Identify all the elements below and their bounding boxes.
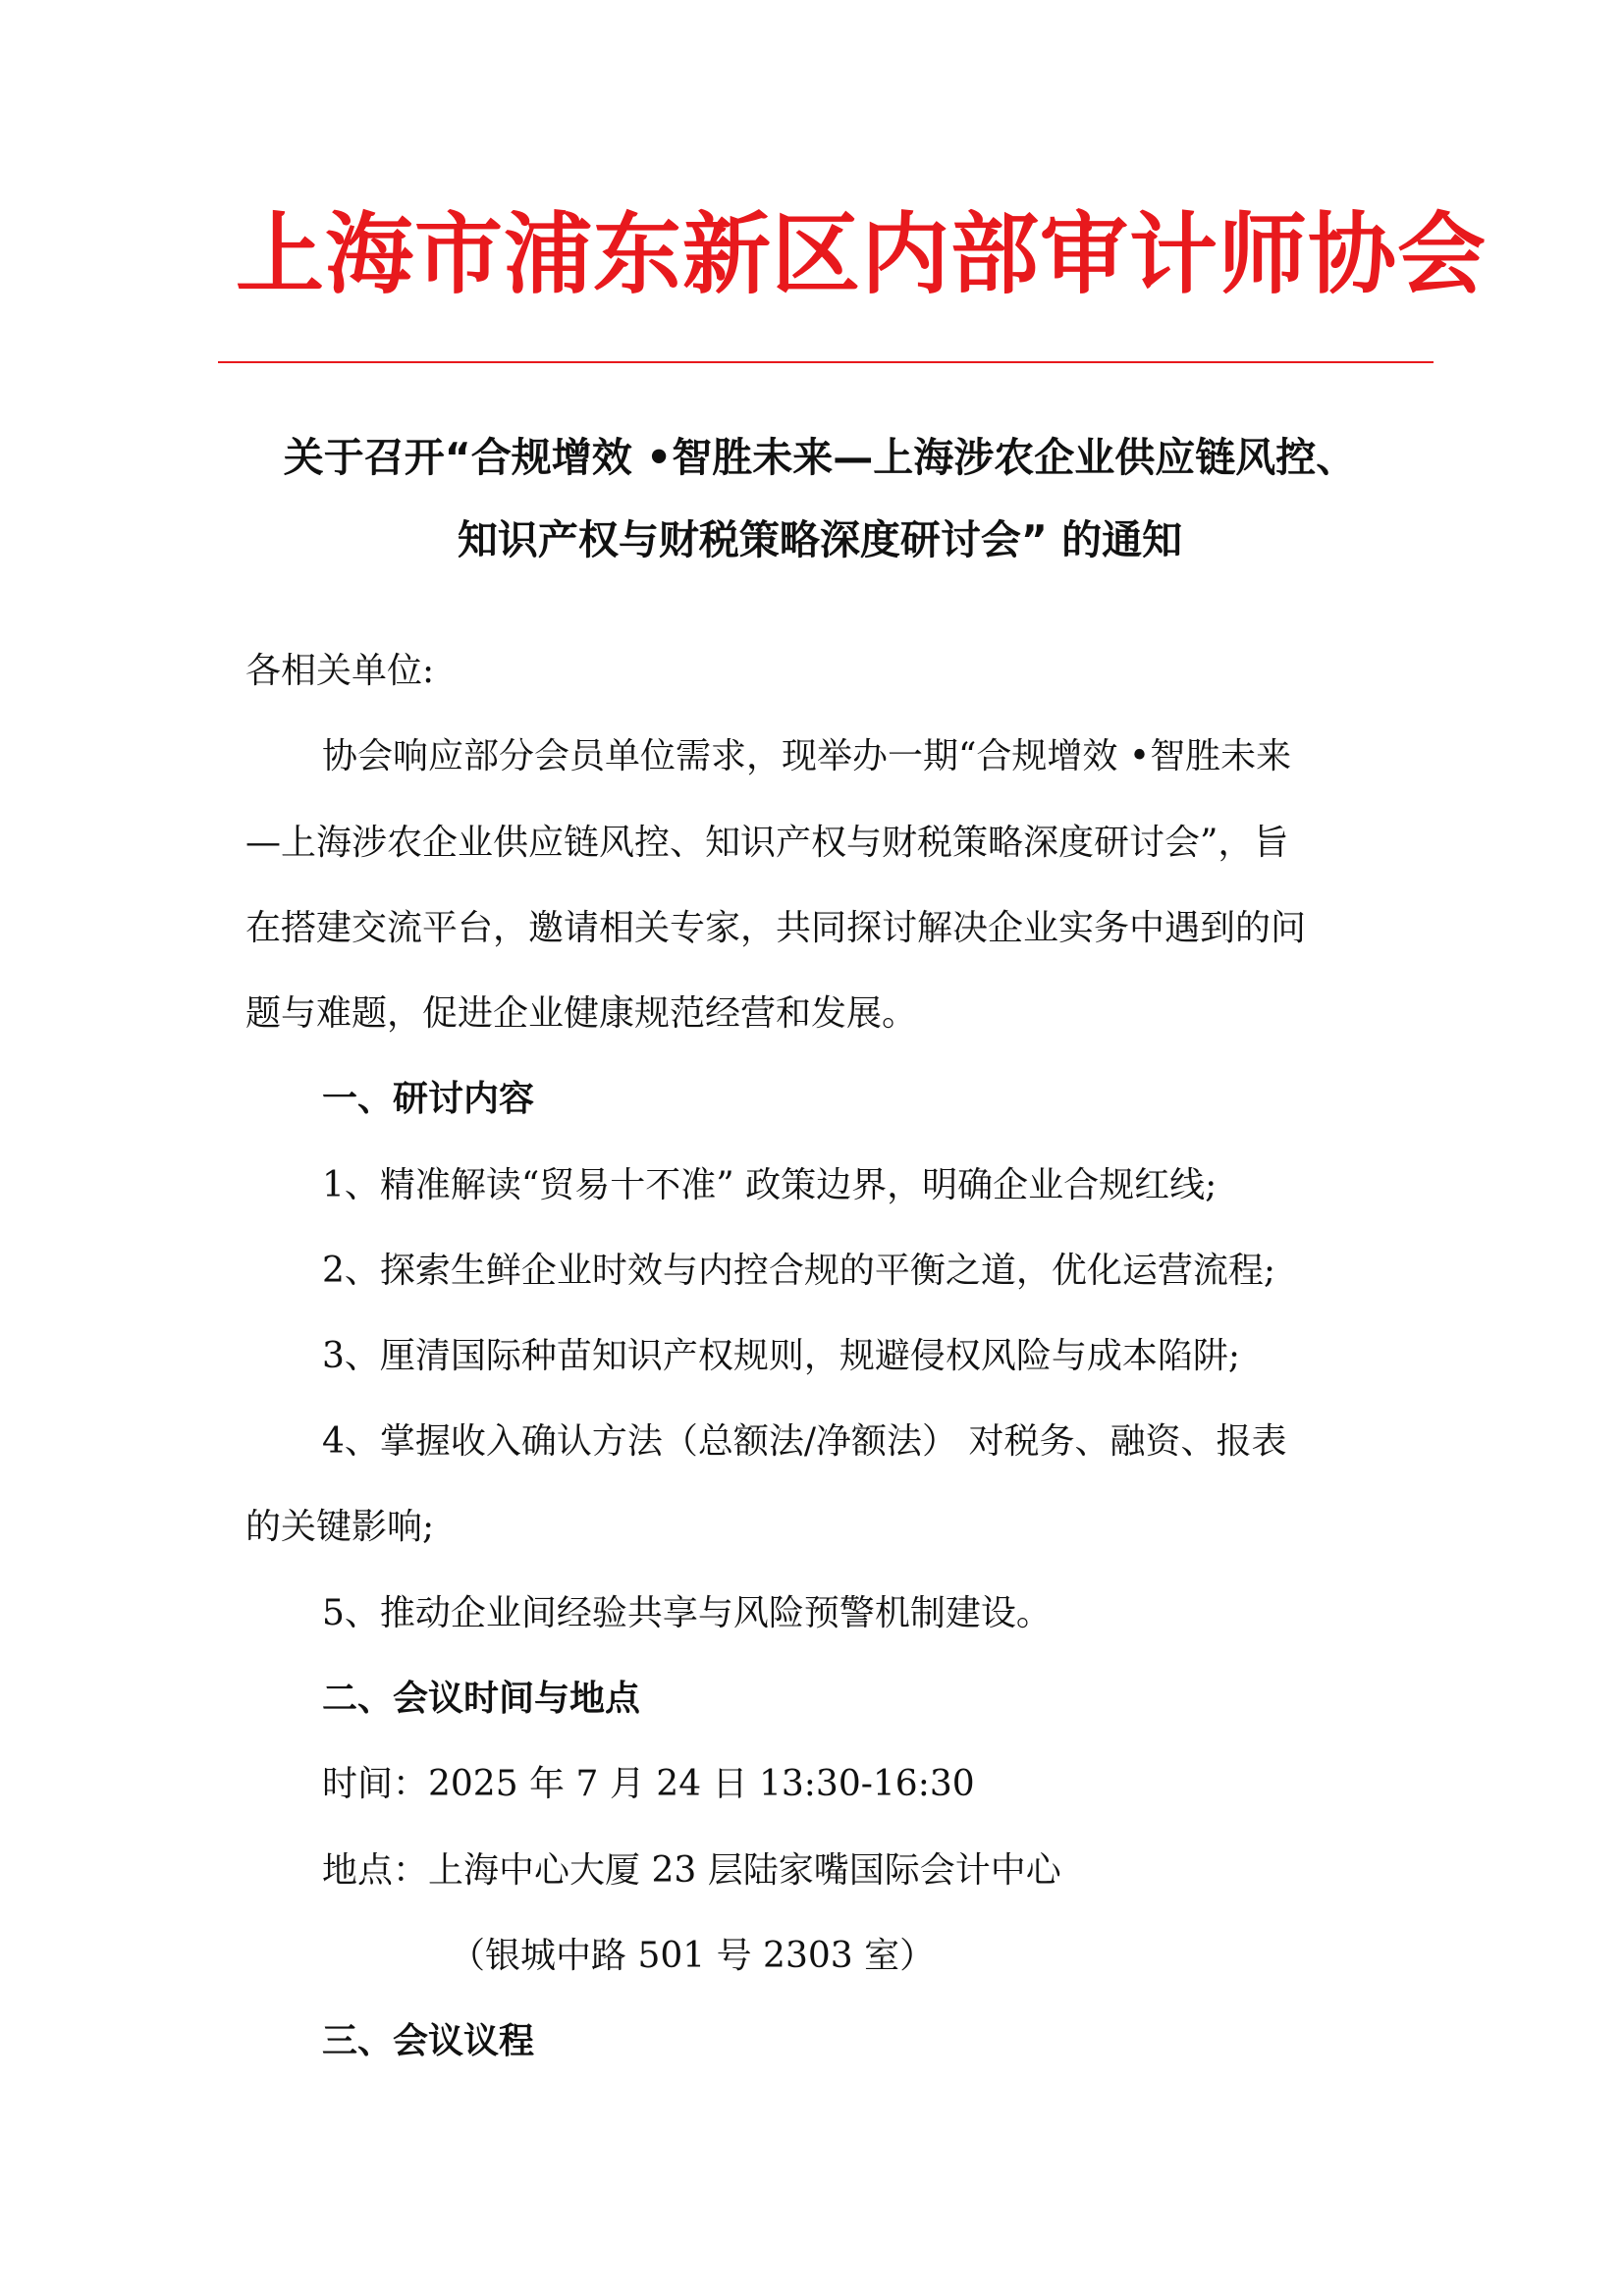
notice-title-line-2: 知识产权与财税策略深度研讨会” 的通知 bbox=[457, 516, 1183, 563]
intro-line: 协会响应部分会员单位需求，现举办一期“合规增效 •智胜未来 bbox=[322, 736, 1292, 776]
content-item: 2、探索生鲜企业时效与内控合规的平衡之道，优化运营流程; bbox=[322, 1251, 1276, 1291]
section-heading-agenda: 三、会议议程 bbox=[322, 2021, 535, 2061]
meeting-time: 时间：2025 年 7 月 24 日 13:30-16:30 bbox=[322, 1764, 975, 1804]
meeting-place-detail: （银城中路 501 号 2303 室） bbox=[450, 1936, 936, 1976]
section-heading-time-place: 二、会议时间与地点 bbox=[322, 1679, 641, 1719]
section-heading-content: 一、研讨内容 bbox=[322, 1079, 535, 1119]
content-item-continuation: 的关键影响; bbox=[245, 1507, 435, 1547]
meeting-place: 地点：上海中心大厦 23 层陆家嘴国际会计中心 bbox=[322, 1850, 1061, 1891]
letterhead-divider bbox=[218, 361, 1434, 363]
content-item: 5、推动企业间经验共享与风险预警机制建设。 bbox=[322, 1593, 1052, 1633]
intro-line: 在搭建交流平台，邀请相关专家，共同探讨解决企业实务中遇到的问 bbox=[245, 908, 1307, 948]
intro-line: 题与难题，促进企业健康规范经营和发展。 bbox=[245, 993, 918, 1034]
intro-line: —上海涉农企业供应链风控、知识产权与财税策略深度研讨会”，旨 bbox=[245, 823, 1289, 863]
org-letterhead-title: 上海市浦东新区内部审计师协会 bbox=[236, 203, 1487, 306]
notice-title-line-1: 关于召开“合规增效 •智胜未来—上海涉农企业供应链风控、 bbox=[283, 434, 1357, 481]
salutation: 各相关单位: bbox=[245, 651, 435, 691]
content-item: 1、精准解读“贸易十不准” 政策边界，明确企业合规红线; bbox=[322, 1165, 1218, 1205]
content-item: 3、厘清国际种苗知识产权规则，规避侵权风险与成本陷阱; bbox=[322, 1336, 1241, 1376]
content-item: 4、掌握收入确认方法（总额法/净额法） 对税务、融资、报表 bbox=[322, 1421, 1287, 1462]
